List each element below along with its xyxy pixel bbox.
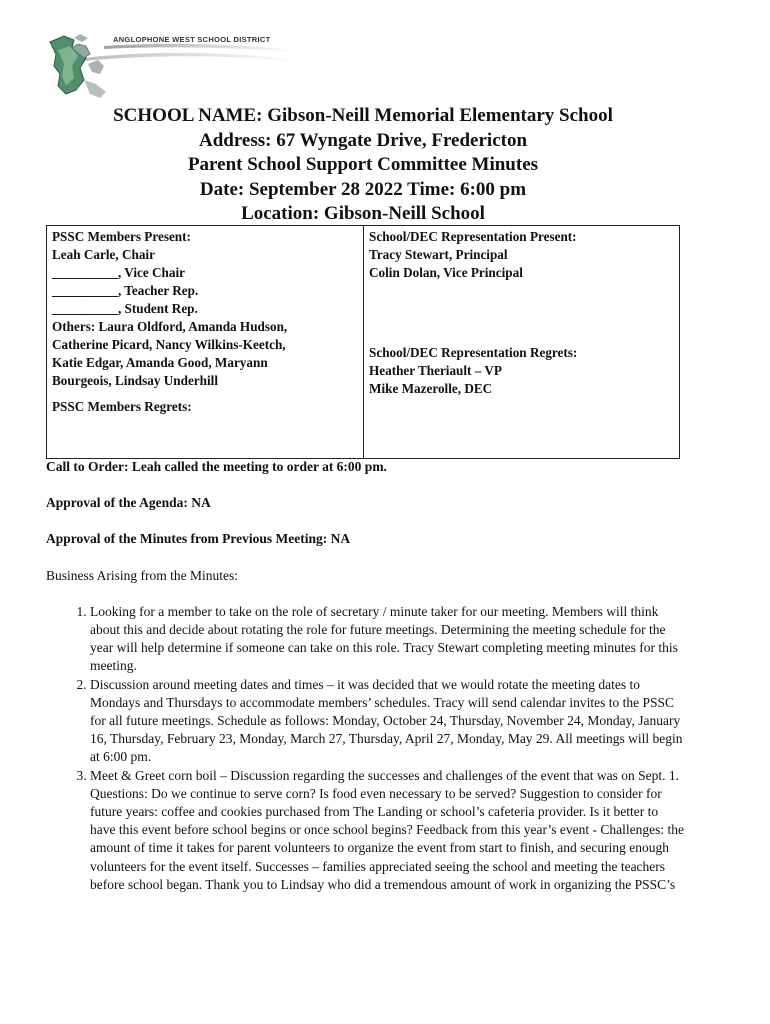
- member-line: Katie Edgar, Amanda Good, Maryann: [52, 355, 268, 370]
- member-line: Others: Laura Oldford, Amanda Hudson,: [52, 319, 288, 334]
- member-line: __________, Vice Chair: [52, 265, 185, 280]
- dec-regrets-line: Mike Mazerolle, DEC: [369, 381, 493, 396]
- agenda-approval: Approval of the Agenda: NA: [46, 495, 211, 511]
- previous-minutes-approval: Approval of the Minutes from Previous Meeting: NA: [46, 531, 351, 547]
- meeting-location: Location: Gibson-Neill School: [241, 203, 485, 224]
- list-item: 2. Discussion around meeting dates and times – it was decided that we would rotate the meeting dates to Mondays and Thursdays to accommodate members’ schedules. Tracy will send calendar invites to the PSSC for all future meetings. Schedule as follows: Monday, October 24, Thursday, November 24, Monday, January 16, Thursday, February 23, Monday, March 27, Thursday, April 27, Monday, May 29. All meetings will begin at 6:00 pm.: [90, 676, 686, 767]
- district-name: ANGLOPHONE WEST SCHOOL DISTRICT: [113, 35, 271, 44]
- school-address: Address: 67 Wyngate Drive, Fredericton: [198, 129, 528, 151]
- document-title-block: [0, 104, 726, 227]
- dec-present-line: Colin Dolan, Vice Principal: [369, 265, 523, 280]
- dec-representation-cell: [364, 226, 680, 459]
- member-line: Leah Carle, Chair: [52, 247, 155, 262]
- member-line: Catherine Picard, Nancy Wilkins-Keetch,: [52, 337, 286, 352]
- school-name: SCHOOL NAME: Gibson-Neill Memorial Elementary School: [113, 105, 613, 126]
- dec-regrets-line: Heather Theriault – VP: [369, 363, 502, 378]
- pssc-regrets-heading: PSSC Members Regrets:: [52, 399, 192, 414]
- business-items-list: [46, 603, 686, 894]
- member-line: __________, Student Rep.: [52, 301, 198, 316]
- minutes-body: [46, 458, 686, 894]
- dec-present-heading: School/DEC Representation Present:: [369, 229, 577, 244]
- committee-title: Parent School Support Committee Minutes: [187, 154, 539, 175]
- pssc-members-cell: [47, 226, 364, 459]
- business-arising-heading: Business Arising from the Minutes:: [46, 567, 238, 583]
- dec-present-line: Tracy Stewart, Principal: [369, 247, 508, 262]
- dec-regrets-heading: School/DEC Representation Regrets:: [369, 345, 578, 360]
- call-to-order: Call to Order: Leah called the meeting to order at 6:00 pm.: [46, 459, 387, 474]
- list-item: 3. Meet & Greet corn boil – Discussion regarding the successes and challenges of the event that was on Sept. 1. Questions: Do we continue to serve corn? Is food even necessary to be served? Suggestion to consider for future years: coffee and cookies purchased from The Landing or school’s cafeteria provider. Is it better to have this event before school begins or once school begins? Feedback from this year’s event - Challenges: the amount of time it takes for parent volunteers to organize the event from start to finish, and securing enough volunteers for the event itself. Successes – families appreciated seeing the school and meeting the teachers before school began. Thank you to Lindsay who did a tremendous amount of work in organizing the PSSC’s: [90, 767, 686, 894]
- pssc-present-heading: PSSC Members Present:: [52, 229, 191, 244]
- list-item: 1. Looking for a member to take on the role of secretary / minute taker for our meeting. Members will think about this and decide about rotating the role for future meetings. Determining the meeting schedule for the year will help determine if someone can take on this role. Tracy Stewart completing meeting minutes for this meeting.: [90, 603, 686, 676]
- meeting-date: Date: September 28 2022 Time: 6:00 pm: [199, 178, 527, 200]
- member-line: Bourgeois, Lindsay Underhill: [52, 373, 218, 388]
- attendance-table: [46, 225, 680, 459]
- member-line: __________, Teacher Rep.: [52, 283, 199, 298]
